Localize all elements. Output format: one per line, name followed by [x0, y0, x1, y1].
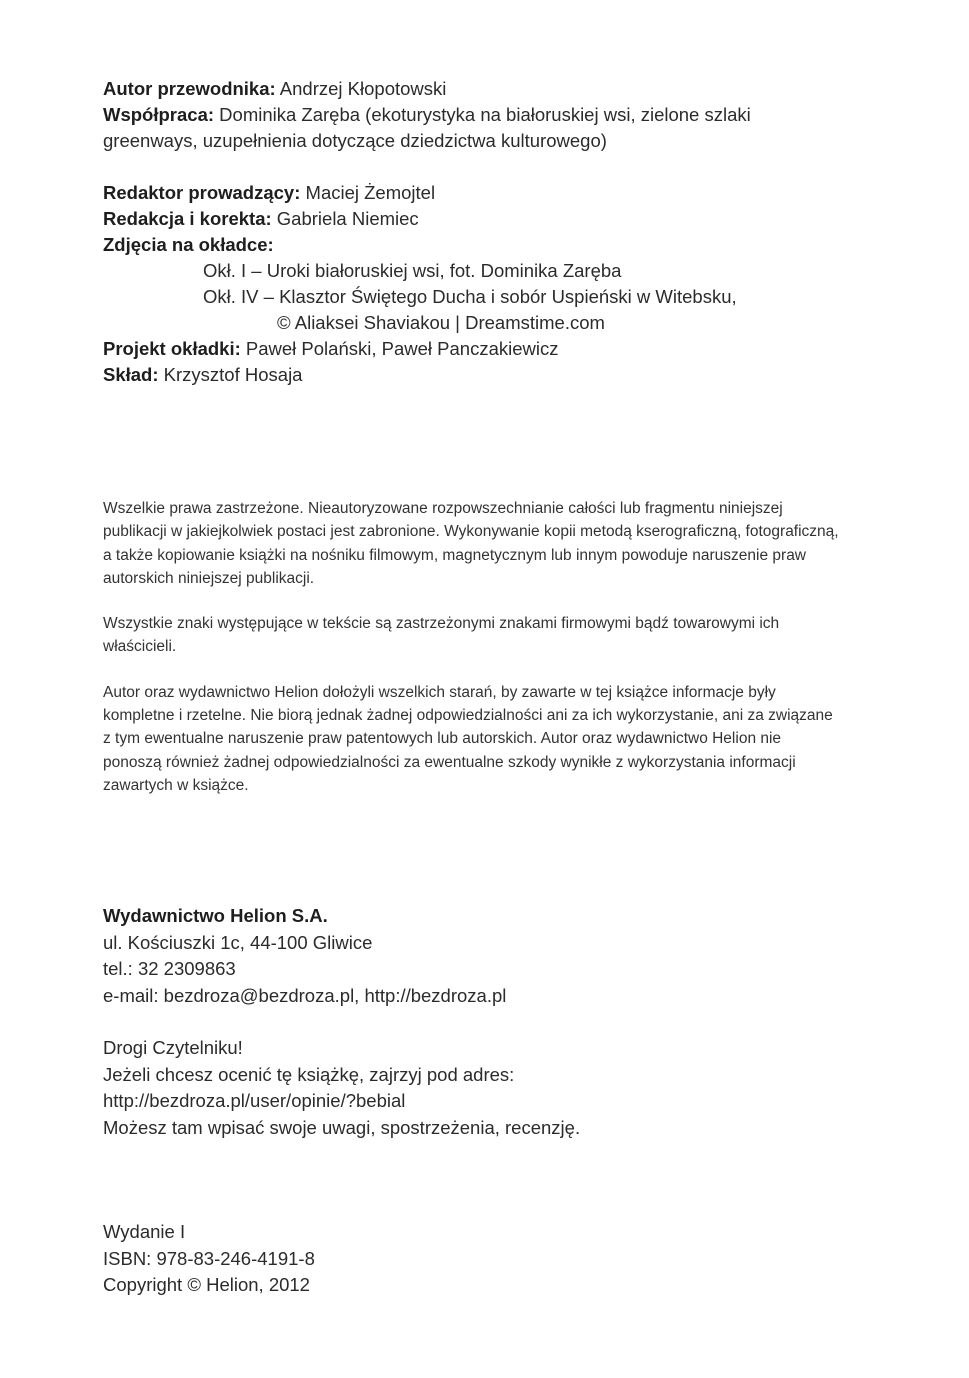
- proofreading-line: [103, 206, 903, 232]
- reader-note: [103, 1035, 863, 1141]
- reader-url: http://bezdroza.pl/user/opinie/?bebial: [103, 1090, 406, 1111]
- typesetting-line: [103, 362, 903, 388]
- editor-line: [103, 180, 903, 206]
- typesetting-label: Skład:: [103, 364, 159, 385]
- reader-line-3: Możesz tam wpisać swoje uwagi, spostrzeżenia, recenzję.: [103, 1116, 581, 1138]
- publisher-email: e-mail: bezdroza@bezdroza.pl, http://bezdroza.pl: [103, 984, 507, 1006]
- typesetting-value: Krzysztof Hosaja: [163, 364, 303, 385]
- legal-notice: [103, 497, 843, 819]
- cover-photo-back: Okł. IV – Klasztor Świętego Ducha i sobór Uspieński w Witebsku,: [203, 286, 737, 307]
- credits-section: [103, 76, 903, 388]
- author-line: [103, 76, 903, 102]
- cooperation-value: Dominika Zaręba (ekoturystyka na białoruskiej wsi, zielone szlaki greenways, uzupełnienia dotyczące dziedzictwa kulturowego): [103, 104, 751, 151]
- publisher-phone: tel.: 32 2309863: [103, 958, 236, 979]
- proofreading-value: Gabriela Niemiec: [276, 208, 419, 229]
- cover-design-value: Paweł Polański, Paweł Panczakiewicz: [245, 338, 559, 359]
- cooperation-line: [103, 102, 803, 154]
- proofreading-label: Redakcja i korekta:: [103, 208, 272, 229]
- legal-trademarks-paragraph: Wszystkie znaki występujące w tekście są zastrzeżonymi znakami firmowymi bądź towarowymi ich właścicieli.: [103, 615, 780, 656]
- legal-liability-paragraph: Autor oraz wydawnictwo Helion dołożyli wszelkich starań, by zawarte w tej książce informacje były kompletne i rzetelne. Nie biorą jednak żadnej odpowiedzialności ani za ich wykorzystanie, ani za związane z tym ewentualne naruszenie praw patentowych lub autorskich. Autor oraz wydawnictwo Helion nie ponoszą również żadnej odpowiedzialności za ewentualne szkody wynikłe z wykorzystania informacji zawartych w książce.: [103, 683, 833, 794]
- reader-line-1: Jeżeli chcesz ocenić tę książkę, zajrzyj pod adres:: [103, 1063, 515, 1085]
- editor-label: Redaktor prowadzący:: [103, 182, 301, 203]
- cover-photos-label: Zdjęcia na okładce:: [103, 234, 274, 255]
- cover-design-line: [103, 336, 903, 362]
- author-label: Autor przewodnika:: [103, 78, 276, 99]
- legal-rights-paragraph: Wszelkie prawa zastrzeżone. Nieautoryzowane rozpowszechnianie całości lub fragmentu niniejszej publikacji w jakiejkolwiek postaci jest zabronione. Wykonywanie kopii metodą kserograficzną, fotograficzną, a także kopiowanie książki na nośniku filmowym, magnetycznym lub innym powoduje naruszenie praw autorskich niniejszej publikacji.: [103, 500, 839, 587]
- copyright: Copyright © Helion, 2012: [103, 1274, 310, 1295]
- author-value: Andrzej Kłopotowski: [279, 78, 447, 99]
- edition-info: [103, 1219, 863, 1299]
- edition-number: Wydanie I: [103, 1221, 186, 1242]
- cover-design-label: Projekt okładki:: [103, 338, 241, 359]
- cover-photos-line: [103, 232, 903, 258]
- cover-photo-back-credit: © Aliaksei Shaviakou | Dreamstime.com: [277, 312, 605, 333]
- publisher-name: Wydawnictwo Helion S.A.: [103, 905, 328, 926]
- reader-greeting: Drogi Czytelniku!: [103, 1037, 243, 1058]
- isbn: ISBN: 978-83-246-4191-8: [103, 1247, 315, 1269]
- cover-photo-front: Okł. I – Uroki białoruskiej wsi, fot. Dominika Zaręba: [203, 260, 622, 281]
- cooperation-label: Współpraca:: [103, 104, 215, 125]
- editor-value: Maciej Żemojtel: [305, 182, 436, 203]
- publisher-info: [103, 903, 863, 1009]
- publisher-address: ul. Kościuszki 1c, 44-100 Gliwice: [103, 931, 373, 953]
